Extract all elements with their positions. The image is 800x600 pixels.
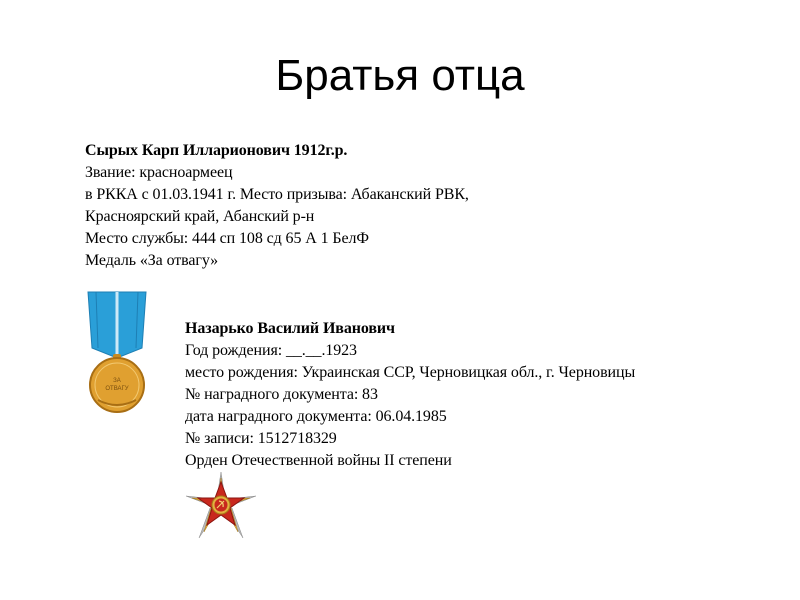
order-of-patriotic-war-icon [186, 472, 256, 538]
brother-2-record-number: № записи: 1512718329 [185, 430, 337, 447]
medal-inscription-2: ОТВАГУ [105, 386, 129, 392]
brother-2-award-document-date: дата наградного документа: 06.04.1985 [185, 408, 447, 425]
medal-for-courage-icon [82, 290, 152, 420]
brother-1-region: Красноярский край, Абанский р-н [85, 208, 315, 225]
brother-2-record [185, 318, 635, 472]
brother-2-birthplace: место рождения: Украинская ССР, Черновицкая обл., г. Черновицы [185, 364, 636, 381]
brother-2-name: Назарько Василий Иванович [185, 320, 395, 337]
brother-1-conscription: в РККА с 01.03.1941 г. Место призыва: Абаканский РВК, [85, 186, 469, 203]
brother-1-name: Сырых Карп Илларионович 1912г.р. [85, 142, 348, 159]
brother-2-award-document-number: № наградного документа: 83 [185, 386, 378, 403]
brother-2-award: Орден Отечественной войны II степени [185, 452, 452, 469]
brother-2-birth-year: Год рождения: __.__.1923 [185, 342, 357, 359]
slide-title: Братья отца [275, 51, 525, 100]
brother-1-rank: Звание: красноармеец [85, 164, 233, 181]
brother-1-award: Медаль «За отвагу» [85, 252, 219, 269]
brother-1-record [85, 140, 469, 272]
brother-1-service-place: Место службы: 444 сп 108 сд 65 А 1 БелФ [85, 230, 369, 247]
medal-inscription: ЗА [113, 378, 121, 384]
